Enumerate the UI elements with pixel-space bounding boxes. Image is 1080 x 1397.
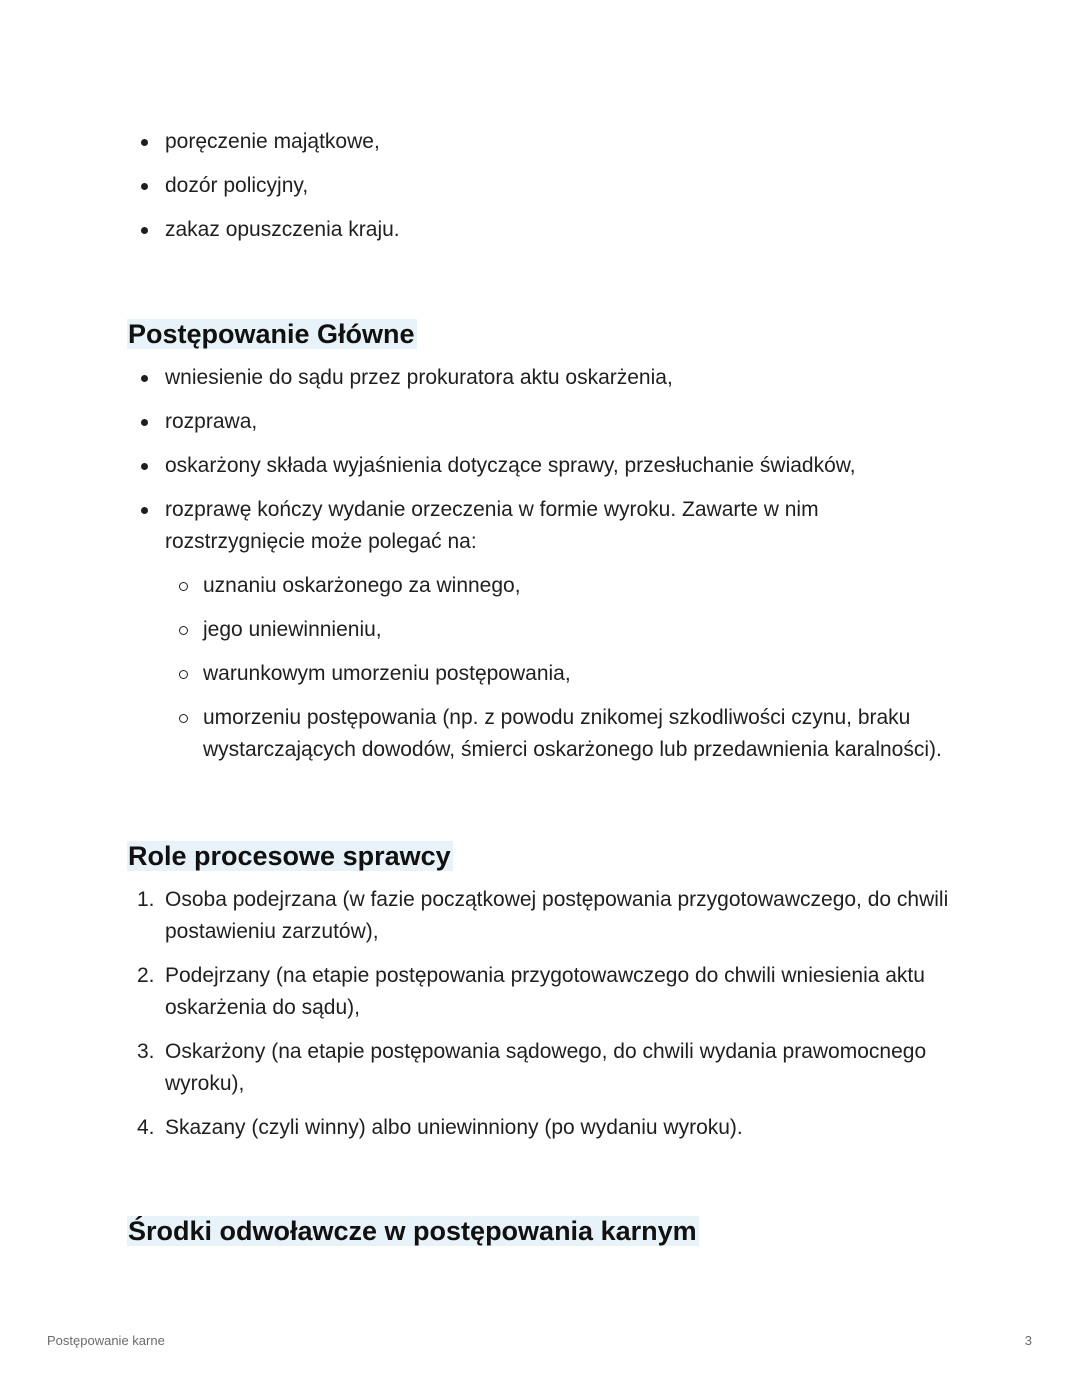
numbered-item: 4. Skazany (czyli winny) albo uniewinniony (po wydaniu wyroku). [137,1116,743,1139]
footer-page-number: 3 [1024,1333,1032,1348]
bullet-icon [141,183,148,190]
list-item: rozprawa, [0,406,1080,438]
sub-list [0,570,1080,766]
intro-list [0,126,1080,258]
section-heading-roles: Role procesowe sprawcy [128,841,451,871]
numbered-item: 1. Osoba podejrzana (w fazie początkowej postępowania przygotowawczego, do chwili postawieniu zarzutów), [137,888,949,943]
footer-doc-title: Postępowanie karne [47,1333,165,1348]
bullet-icon [141,419,148,426]
circle-bullet-icon [179,714,188,723]
list-item: oskarżony składa wyjaśnienia dotyczące sprawy, przesłuchanie świadków, [0,450,1080,482]
roles-list [0,884,1080,1156]
list-item: dozór policyjny, [0,170,1080,202]
section-heading-appeal: Środki odwoławcze w postępowania karnym [128,1216,697,1246]
numbered-item: 2. Podejrzany (na etapie postępowania przygotowawczego do chwili wniesienia aktu oskarżenia do sądu), [137,964,925,1019]
bullet-icon [141,463,148,470]
bullet-icon [141,139,148,146]
bullet-icon [141,227,148,234]
sub-list-item: warunkowym umorzeniu postępowania, [0,658,1080,690]
section-heading-main: Postępowanie Główne [128,319,415,349]
list-item: rozprawę kończy wydanie orzeczenia w formie wyroku. Zawarte w nim rozstrzygnięcie może polegać na: [0,494,1080,558]
sub-list-item: umorzeniu postępowania (np. z powodu znikomej szkodliwości czynu, braku wystarczających dowodów, śmierci oskarżonego lub przedawnienia karalności). [0,702,1080,766]
list-item: zakaz opuszczenia kraju. [0,214,1080,246]
sub-list-item: uznaniu oskarżonego za winnego, [0,570,1080,602]
circle-bullet-icon [179,582,188,591]
list-item: poręczenie majątkowe, [0,126,1080,158]
main-list [0,362,1080,778]
bullet-icon [141,375,148,382]
circle-bullet-icon [179,626,188,635]
list-item: wniesienie do sądu przez prokuratora aktu oskarżenia, [0,362,1080,394]
bullet-icon [141,507,148,514]
circle-bullet-icon [179,670,188,679]
sub-list-item: jego uniewinnieniu, [0,614,1080,646]
numbered-item: 3. Oskarżony (na etapie postępowania sądowego, do chwili wydania prawomocnego wyroku), [137,1040,927,1095]
